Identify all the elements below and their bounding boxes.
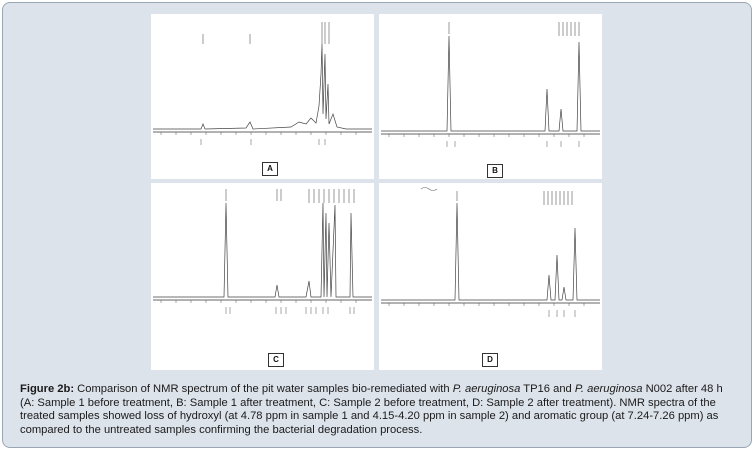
figure-caption [20,383,736,437]
nmr-panel-a [151,14,374,179]
nmr-spectrum-b [379,14,602,179]
panel-label-c: C [268,353,284,367]
panel-label-d: D [482,353,498,367]
caption-text-1: Comparison of NMR spectrum of the pit water samples bio-remediated with [74,383,453,395]
nmr-spectrum-a [151,14,374,179]
nmr-spectrum-d [379,183,602,370]
caption-text-3: N002 after 48 h (A: Sample 1 before treatment, B: Sample 1 after treatment, C: Sample 2 before treatment, D: Sample 2 after treatment). NMR spectra of the treated samples showed loss of hydroxyl (at 4.78 ppm in sample 1 and 4.15-4.20 ppm in sample 2) and aromatic group (at 7.24-7.26 ppm) as compared to the untreated samples confirming the bacterial degradation process. [20,383,723,436]
nmr-panel-c [151,183,374,370]
figure-frame [2,2,752,448]
caption-lead: Figure 2b: [20,383,75,395]
nmr-panel-b [379,14,602,179]
panel-label-a: A [262,162,278,176]
nmr-panel-d [379,183,602,370]
nmr-spectrum-c [151,183,374,370]
caption-species-1: P. aeruginosa [452,383,521,395]
panel-label-b: B [487,164,503,178]
caption-text-2: TP16 and [520,383,575,395]
caption-species-2: P. aeruginosa [574,383,643,395]
handwritten-note-icon [421,188,437,191]
